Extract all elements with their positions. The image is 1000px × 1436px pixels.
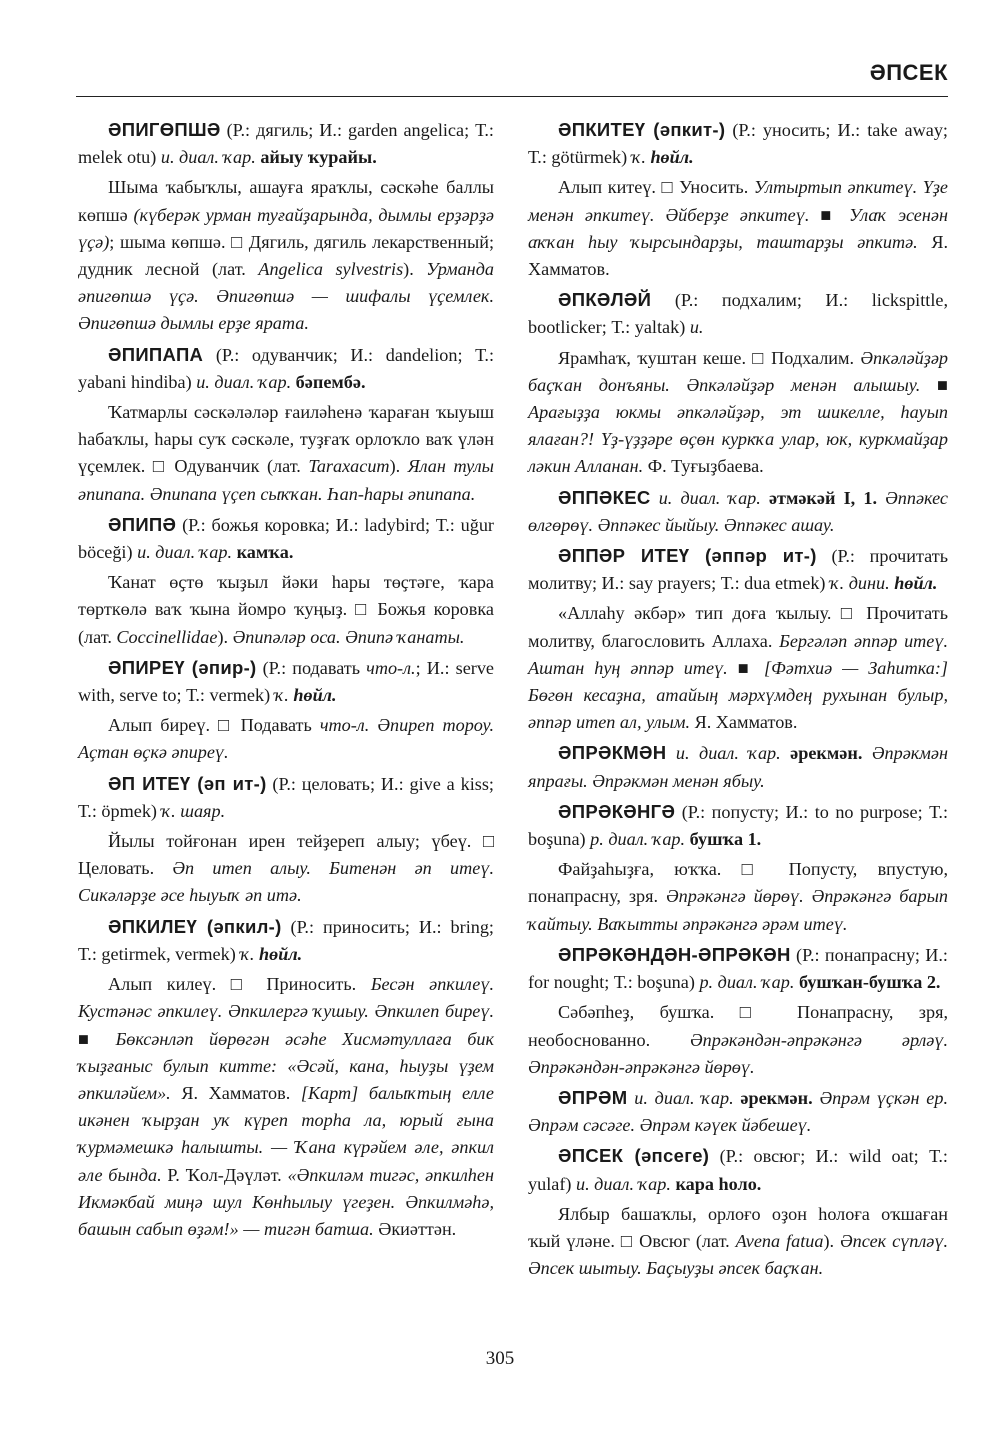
style-label: һөйл. bbox=[650, 147, 694, 168]
italic-text: ҡ. шаяр. bbox=[161, 800, 226, 821]
dictionary-paragraph bbox=[528, 1142, 948, 1197]
text-run: Я. Хамматов. bbox=[170, 1082, 301, 1103]
dictionary-paragraph bbox=[528, 856, 948, 938]
headword: ӘПКӘЛӘЙ bbox=[558, 289, 652, 311]
cross-reference: әрекмән. bbox=[740, 1087, 813, 1108]
italic-text: Әпрәм үҫкән ер. Әпрәм сәсәге. Әпрәм кәүек йәбешеү. bbox=[528, 1087, 949, 1136]
dictionary-paragraph bbox=[528, 600, 948, 736]
italic-text: Әпиреп тороу. Аҫтан өҫкә әпиреү. bbox=[78, 715, 494, 763]
text-run: Әкиәттән. bbox=[373, 1218, 457, 1239]
italic-text: и. bbox=[689, 317, 704, 338]
text-run: ■ bbox=[78, 1028, 116, 1049]
text-run: Ҡанат өҫтө ҡыҙыл йәки һары төҫтәге, ҡара төрткөлә ваҡ ҡына йомро ҡуңыҙ. □ Божья коровка (лат. bbox=[78, 572, 494, 647]
text-run: Сәбәпһеҙ, бушҡа. □ Понапрасну, зря, необоснованно. bbox=[528, 1002, 948, 1050]
italic-text: Ялан тулы әпипапа. Әпипапа үҫеп сыҡҡан. Һап-һары әпипапа. bbox=[78, 456, 494, 504]
headword: ӘПСЕК (әпсеге) bbox=[558, 1145, 710, 1167]
text-run bbox=[877, 488, 885, 508]
page-header bbox=[76, 58, 948, 97]
dictionary-paragraph bbox=[78, 913, 494, 968]
cross-reference: әрекмән. bbox=[790, 743, 863, 764]
text-run: Йылы тойғонан ирен тейҙереп алыу; үбеү. □ Целовать. bbox=[78, 831, 494, 879]
running-head: ӘПСЕК bbox=[869, 60, 948, 85]
italic-text: Әпсек сүпләү. Әпсек шытыу. Баҫыуҙы әпсек баҫҡан. bbox=[528, 1230, 948, 1279]
italic-text: ҡ. дини. bbox=[830, 573, 890, 594]
headword: ӘПРӘКӘНГӘ bbox=[558, 800, 676, 822]
dictionary-paragraph bbox=[528, 542, 948, 597]
headword: ӘПРӘКӘНДӘН-ӘПРӘКӘН bbox=[558, 943, 791, 965]
text-run: Алып биреү. □ Подавать bbox=[108, 715, 320, 736]
italic-text: Әпкәләйҙәр баҫҡан донъяны. Әпкәләйҙәр менән алышыу. bbox=[528, 347, 948, 395]
headword: ӘПИГӨПШӘ bbox=[108, 119, 221, 140]
italic-text: Бергәләп әппәр итеү. Аштан һуң әппәр итеү. bbox=[528, 630, 949, 678]
dictionary-paragraph bbox=[78, 399, 494, 508]
italic-text: Бөксәнләп йөрөгән әсәһе Хисмәтуллаға бик ҡыҙғаныс булып китте: «Әсәй, кана, һыуҙы үҙем әпкиләйем». bbox=[78, 1028, 494, 1103]
text-run: (Р.: одуванчик; И.: dandelion; Т.: yabani hindiba) bbox=[78, 344, 494, 392]
italic-text: Бесән әпкилеү. Кустәнәс әпкилеү. Әпкилергә ҡушыу. Әпкилеп биреү. bbox=[78, 974, 495, 1022]
text-run: ■ bbox=[920, 374, 948, 395]
headword: ӘПКИТЕҮ (әпкит-) bbox=[558, 119, 726, 140]
italic-text: Әпрәкәнгә йөрөү. Әпрәкәнгә барып ҡайтыу. Ваҡытты әпрәкәнгә әрәм итеү. bbox=[528, 886, 948, 934]
text-run: (Р.: дягиль; И.: garden angelica; Т.: melek otu) bbox=[78, 120, 494, 168]
italic-text: [Карт] балыҡтың елле икәнен ҡырҙан уҡ күреп торһа ла, юрый ғына ҡурмәмешкә һалышты. — Ҡана күрәйем әле, әпкил әле бында. bbox=[78, 1082, 494, 1185]
italic-text: и. диал. ҡар. bbox=[196, 371, 292, 392]
italic-text: Әпрәкмән япрағы. Әпрәкмән менән ябыу. bbox=[528, 743, 948, 791]
headword: ӘПКИЛЕҮ (әпкил-) bbox=[108, 915, 282, 937]
italic-text: Арағыҙҙа юкмы әпкәләйҙәр, эт шикелле, һауып ялаған?! Үҙ-үҙҙәре өҫөн куркҡа улар, юк, куркмайҙар ләкин Алланан. bbox=[528, 402, 948, 477]
dictionary-paragraph bbox=[78, 770, 494, 825]
dictionary-paragraph bbox=[78, 654, 494, 709]
text-run: Алып килеү. □ Приносить. bbox=[108, 974, 371, 995]
headword: ӘПИРЕҮ (әпир-) bbox=[108, 656, 257, 678]
dictionary-paragraph bbox=[78, 341, 494, 396]
text-run: ■ bbox=[727, 657, 765, 678]
text-run: ). bbox=[403, 259, 427, 280]
dictionary-paragraph bbox=[528, 1201, 948, 1283]
italic-text: и. диал. ҡар. bbox=[675, 743, 781, 764]
italic-text: Әп итеп алыу. Битенән әп итеү. Сикәләрҙе әсе һыуыҡ әп итә. bbox=[78, 858, 494, 906]
dictionary-paragraph bbox=[78, 174, 494, 337]
text-run: (Р.: божья коровка; И.: ladybird; Т.: uğur böceği) bbox=[78, 514, 494, 563]
text-run: Файҙаһыҙға, юҡҡа. □ Попусту, впустую, понапрасну, зря. bbox=[528, 859, 948, 907]
text-run bbox=[862, 743, 871, 763]
italic-text: и. диал. ҡар. bbox=[634, 1087, 734, 1108]
italic-text: Ултыртып әпкитеү. Үҙе менән әпкитеү. Әйберҙе әпкитеү. bbox=[528, 177, 948, 225]
italic-text: и. диал. ҡар. bbox=[160, 147, 256, 168]
right-column bbox=[528, 116, 948, 1285]
cross-reference: кара һоло. bbox=[675, 1173, 762, 1194]
text-run: Я. Хамматов. bbox=[528, 231, 948, 280]
cross-reference: бәпембә. bbox=[295, 371, 366, 392]
italic-text: Angelica sylvestris bbox=[258, 259, 404, 280]
headword: ӘПРӘКМӘН bbox=[558, 742, 667, 764]
dictionary-paragraph bbox=[528, 345, 948, 481]
text-run: ). bbox=[389, 456, 408, 477]
text-run: Шыма ҡабыҡлы, ашауға яраҡлы, сәскәһе баллы көпшә bbox=[78, 177, 494, 225]
dictionary-paragraph bbox=[528, 116, 948, 171]
italic-text: и. диал. ҡар. bbox=[658, 487, 761, 508]
text-run: Я. Хамматов. bbox=[690, 712, 798, 733]
dictionary-paragraph bbox=[528, 798, 948, 853]
text-run: (Р.: целовать; И.: give a kiss; Т.: öpmek) bbox=[78, 773, 494, 821]
italic-text: р. диал. ҡар. bbox=[590, 829, 686, 850]
text-run bbox=[666, 743, 675, 763]
headword: ӘПИПӘ bbox=[108, 513, 177, 535]
headword: ӘП ИТЕҮ (әп ит-) bbox=[108, 772, 267, 794]
italic-text: Улаҡ эсенән аҡҡан һыу ҡырсындарҙы, таштарҙы әпкитә. bbox=[528, 204, 948, 252]
text-run bbox=[651, 488, 659, 508]
text-run: Ялбыр башаҡлы, орлоғо оҙон һолоға оҡшаған ҡый үләне. □ Овсюг (лат. bbox=[528, 1203, 948, 1251]
style-label: һөйл. bbox=[293, 685, 337, 706]
headword: ӘППӘР ИТЕҮ (әппәр ит-) bbox=[558, 545, 817, 567]
italic-text: Taraxacum bbox=[308, 456, 390, 477]
text-run: (Р.: подхалим; И.: lickspittle, bootlicker; Т.: yaltak) bbox=[528, 290, 948, 338]
dictionary-paragraph bbox=[528, 941, 948, 996]
cross-reference: айыу ҡурайы. bbox=[260, 147, 377, 168]
italic-text: Әппәкес өлгөрөү. Әппәкес йыйыу. Әппәкес ашау. bbox=[528, 487, 948, 535]
cross-reference: әтмәкәй I, 1. bbox=[768, 487, 877, 508]
dictionary-paragraph bbox=[528, 484, 948, 539]
left-column bbox=[78, 116, 494, 1246]
dictionary-paragraph bbox=[78, 511, 494, 566]
headword: ӘПИПАПА bbox=[108, 343, 204, 365]
dictionary-paragraph bbox=[528, 999, 948, 1081]
text-run bbox=[781, 743, 790, 763]
text-run: Р. Ҡол-Дәүләт. bbox=[161, 1164, 288, 1185]
text-run: ; И.: serve with, serve to; Т.: vermek) bbox=[78, 657, 494, 706]
text-run: (Р.: приносить; И.: bring; Т.: getirmek, vermek) bbox=[78, 916, 494, 964]
italic-text: р. диал. ҡар. bbox=[699, 972, 795, 993]
italic-text: и. диал. ҡар. bbox=[137, 542, 233, 563]
text-run: ). bbox=[823, 1230, 840, 1251]
italic-text: Урманда әпигөпшә үҫә. Әпигөпшә — шифалы үҫемлек. Әпигөпшә дымлы ерҙе ярата. bbox=[78, 259, 494, 334]
dictionary-paragraph bbox=[78, 116, 494, 171]
text-run: (Р.: прочитать молитву; И.: say prayers; Т.: dua etmek) bbox=[528, 546, 949, 594]
text-run: Ф. Туғыҙбаева. bbox=[643, 456, 764, 477]
cross-reference: бушҡан-бушҡа 2. bbox=[798, 972, 941, 993]
cross-reference: камҡа. bbox=[236, 542, 294, 563]
text-run: (Р.: овсюг; И.: wild oat; Т.: yulaf) bbox=[528, 1146, 948, 1194]
italic-text: Әпрәкәндән-әпрәкәнгә әрләү. Әпрәкәндән-әпрәкәнгә йөрөү. bbox=[528, 1029, 948, 1077]
italic-text: что-л. bbox=[319, 715, 370, 736]
text-run: ). bbox=[217, 626, 233, 647]
italic-text: ҡ. bbox=[240, 943, 255, 964]
italic-text: что-л. bbox=[366, 657, 416, 678]
dictionary-paragraph bbox=[78, 971, 494, 1243]
text-run: (Р.: уносить; И.: take away; Т.: götürmek) bbox=[528, 120, 948, 168]
text-run: (Р.: подавать bbox=[256, 657, 367, 678]
dictionary-paragraph bbox=[78, 712, 494, 766]
text-run: (Р.: понапрасну; И.: for nought; Т.: boşuna) bbox=[528, 944, 948, 993]
dictionary-paragraph bbox=[528, 174, 948, 283]
dictionary-paragraph bbox=[528, 286, 948, 341]
cross-reference: бушҡа 1. bbox=[689, 829, 762, 850]
text-run: Ҡатмарлы сәскәләләр ғаиләһенә ҡараған ҡыуыш һабаҡлы, һары суҡ сәскәле, туҙғаҡ орлоҡло ваҡ үлән үҫемлек. □ Одуванчик (лат. bbox=[78, 402, 494, 477]
headword: ӘПРӘМ bbox=[558, 1086, 628, 1108]
italic-text: ҡ. bbox=[631, 147, 646, 168]
italic-text: ҡ. bbox=[274, 685, 289, 706]
italic-text: Avena fatua bbox=[735, 1230, 824, 1251]
text-run: ; шыма көпшә. □ Дягиль, дягиль лекарственный; дудник лесной (лат. bbox=[78, 231, 494, 280]
style-label: һөйл. bbox=[259, 943, 303, 964]
dictionary-paragraph bbox=[528, 739, 948, 794]
dictionary-paragraph bbox=[528, 1084, 948, 1139]
italic-text: «Әпкиләм тигәс, әпкилһен Икмәкбай миңә шул Көнһылыу үгеҙен. Әпкилмәһә, башын сабып өҙәм!» — тигән батша. bbox=[78, 1164, 494, 1239]
text-run bbox=[761, 488, 769, 508]
text-run: Алып китеү. □ Уносить. bbox=[558, 177, 754, 198]
text-run: ■ bbox=[809, 204, 849, 225]
italic-text: Coccinellidae bbox=[116, 626, 218, 647]
italic-text: и. диал. ҡар. bbox=[575, 1173, 671, 1194]
dictionary-paragraph bbox=[78, 828, 494, 910]
headword: ӘППӘКЕС bbox=[558, 486, 651, 508]
italic-text: Әпипәләр оса. Әпипә ҡанаты. bbox=[232, 626, 465, 647]
style-label: һөйл. bbox=[894, 573, 938, 594]
italic-text: (күберәк урман туғайҙарында, дымлы ерҙәрҙә үҫә) bbox=[78, 204, 494, 252]
italic-text: [Фәтхиә — Заһитка:] Бөгөн кесаҙна, атайың мәрхүмдең рухынан булыр, әппәр итеп ал, улым. bbox=[528, 657, 948, 733]
text-run: (Р.: попусту; И.: to no purpose; Т.: boşuna) bbox=[528, 801, 948, 850]
text-run: «Аллаһу әкбәр» тип доға ҡылыу. □ Прочитать молитву, благословить Аллаха. bbox=[528, 603, 948, 651]
text-run: Ярамһаҡ, ҡуштан кеше. □ Подхалим. bbox=[558, 347, 861, 368]
page-number: 305 bbox=[485, 1348, 515, 1369]
dictionary-paragraph bbox=[78, 569, 494, 651]
